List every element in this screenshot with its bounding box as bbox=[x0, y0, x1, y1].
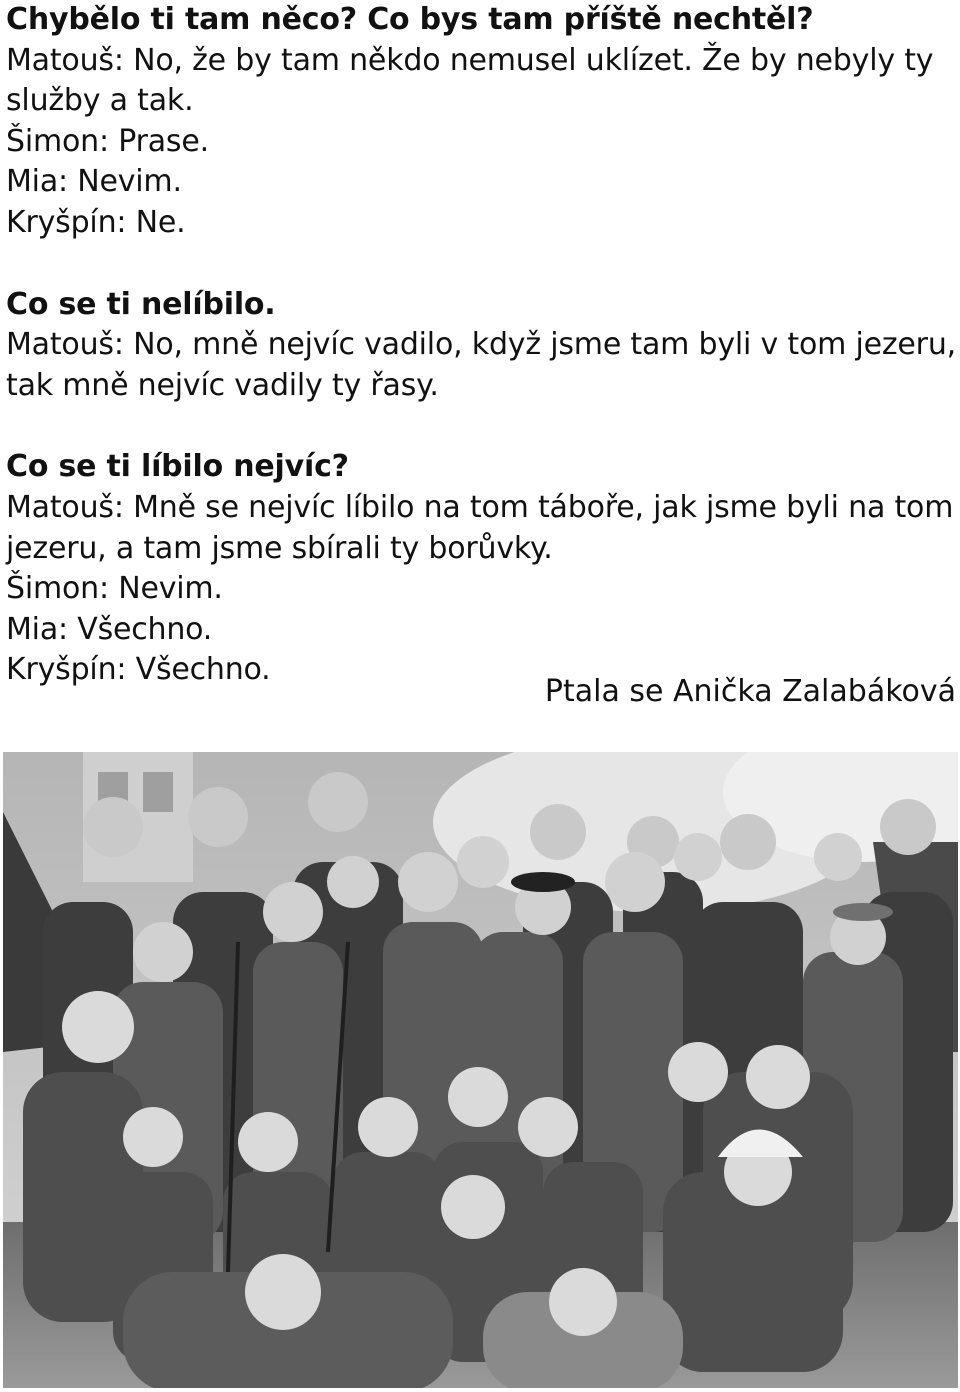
answer-line: Kryšpín: Ne. bbox=[6, 204, 186, 240]
answer-line: tak mně nejvíc vadily ty řasy. bbox=[6, 367, 439, 403]
answer-line: Mia: Nevim. bbox=[6, 164, 182, 200]
answer-line: Mia: Všechno. bbox=[6, 611, 213, 647]
question-2: Co se ti nelíbilo. bbox=[6, 286, 276, 322]
group-photo bbox=[3, 752, 958, 1388]
answer-line: služby a tak. bbox=[6, 83, 194, 119]
answer-line: Kryšpín: Všechno. bbox=[6, 652, 271, 688]
paragraph-gap bbox=[6, 244, 958, 285]
answer-line: Šimon: Prase. bbox=[6, 123, 209, 159]
interview-article bbox=[6, 0, 958, 691]
answer-line: jezeru, a tam jsme sbírali ty borůvky. bbox=[6, 530, 553, 566]
answer-line: Šimon: Nevim. bbox=[6, 571, 223, 607]
answer-line: Matouš: No, mně nejvíc vadilo, když jsme tam byli v tom jezeru, bbox=[6, 327, 956, 363]
group-photo-illustration bbox=[3, 752, 958, 1388]
answer-line: Matouš: No, že by tam někdo nemusel uklízet. Že by nebyly ty bbox=[6, 42, 934, 78]
question-1: Chybělo ti tam něco? Co bys tam příště nechtěl? bbox=[6, 2, 814, 37]
paragraph-gap bbox=[6, 406, 958, 447]
author-signature: Ptala se Anička Zalabáková bbox=[544, 674, 956, 709]
answer-line: Matouš: Mně se nejvíc líbilo na tom táboře, jak jsme byli na tom bbox=[6, 489, 954, 525]
question-3: Co se ti líbilo nejvíc? bbox=[6, 449, 349, 485]
